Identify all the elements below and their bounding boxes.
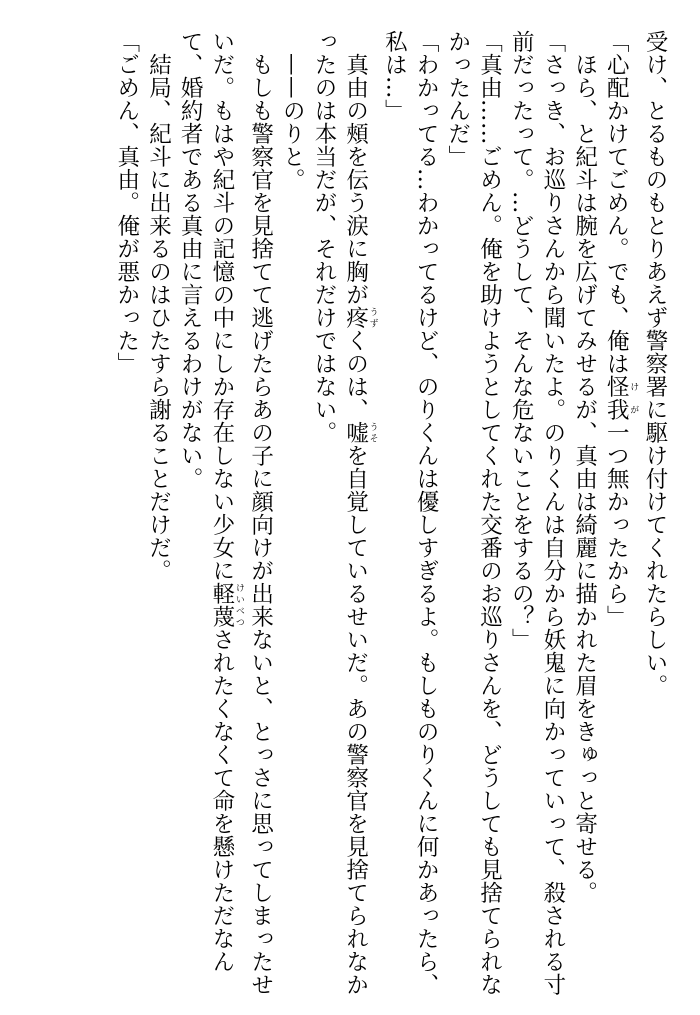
text-line-9: 私は…」 — [381, 30, 408, 122]
text-line-11: ったのは本当だが、それだけではない。 — [310, 30, 337, 444]
vertical-text-body — [110, 30, 670, 996]
text-line-12: ——のりと。 — [279, 30, 306, 191]
ruby-keibetsu-base: 軽蔑 — [208, 582, 235, 628]
ruby-kega-reading: けが — [628, 375, 639, 421]
ruby-keibetsu-reading: けいべつ — [233, 582, 244, 628]
text-line-10 — [339, 30, 378, 996]
text-line-7: かったんだ」 — [444, 30, 471, 168]
text-line-10-part-a: 真由の頰を伝う涙に胸が — [342, 30, 369, 306]
ruby-kega — [603, 375, 639, 421]
text-line-10-part-b: くのは、 — [342, 329, 369, 421]
ruby-uso-reading: うそ — [367, 421, 378, 444]
text-line-13: もしも警察官を見捨てて逃げたらあの子に顔向けが出来ないと、とっさに思ってしまったせ — [247, 30, 274, 996]
ruby-uso-base: 嘘 — [342, 421, 369, 444]
text-line-15: て、婚約者である真由に言えるわけがない。 — [177, 30, 204, 490]
text-line-14 — [205, 30, 244, 990]
ruby-uzu — [342, 306, 378, 329]
ruby-keibetsu — [208, 582, 244, 628]
text-line-4: 「さっき、お巡りさんから聞いたよ。のりくんは自分から妖鬼に向かっていって、殺される寸 — [539, 30, 566, 996]
ruby-uso — [342, 421, 378, 444]
text-line-10-part-c: を自覚しているせいだ。あの警察官を見捨てられなか — [342, 444, 369, 996]
text-line-5: 前だったって。…どうして、そんな危ないことをするの？」 — [508, 30, 535, 651]
text-line-2 — [600, 30, 639, 990]
text-line-3: ほら、と紀斗は腕を広げてみせるが、真由は綺麗に描かれた眉をきゅっと寄せる。 — [571, 30, 598, 904]
ruby-kega-base: 怪我 — [603, 375, 630, 421]
text-line-16: 結局、紀斗に出来るのはひたすら謝ることだけだ。 — [145, 30, 172, 582]
text-line-1: 受け、とるものもとりあえず警察署に駆け付けてくれたらしい。 — [642, 30, 668, 697]
text-line-17: 「ごめん、真由。俺が悪かった」 — [113, 30, 140, 375]
ruby-uzu-reading: うず — [367, 306, 378, 329]
ruby-uzu-base: 疼 — [342, 306, 369, 329]
text-line-14-part-a: いだ。もはや紀斗の記憶の中にしか存在しない少女に — [208, 30, 235, 582]
text-line-6: 「真由……ごめん。俺を助けようとしてくれた交番のお巡りさんを、どうしても見捨てられな — [476, 30, 503, 996]
text-line-14-part-b: されたくなくて命を懸けただなん — [208, 628, 235, 973]
text-line-2-part-b: 一つ無かったから」 — [603, 421, 630, 628]
text-line-8: 「わかってる…わかってるけど、のりくんは優しすぎるよ。もしものりくんに何かあったら、 — [413, 30, 440, 996]
text-line-2-part-a: 「心配かけてごめん。でも、俺は — [603, 30, 630, 375]
